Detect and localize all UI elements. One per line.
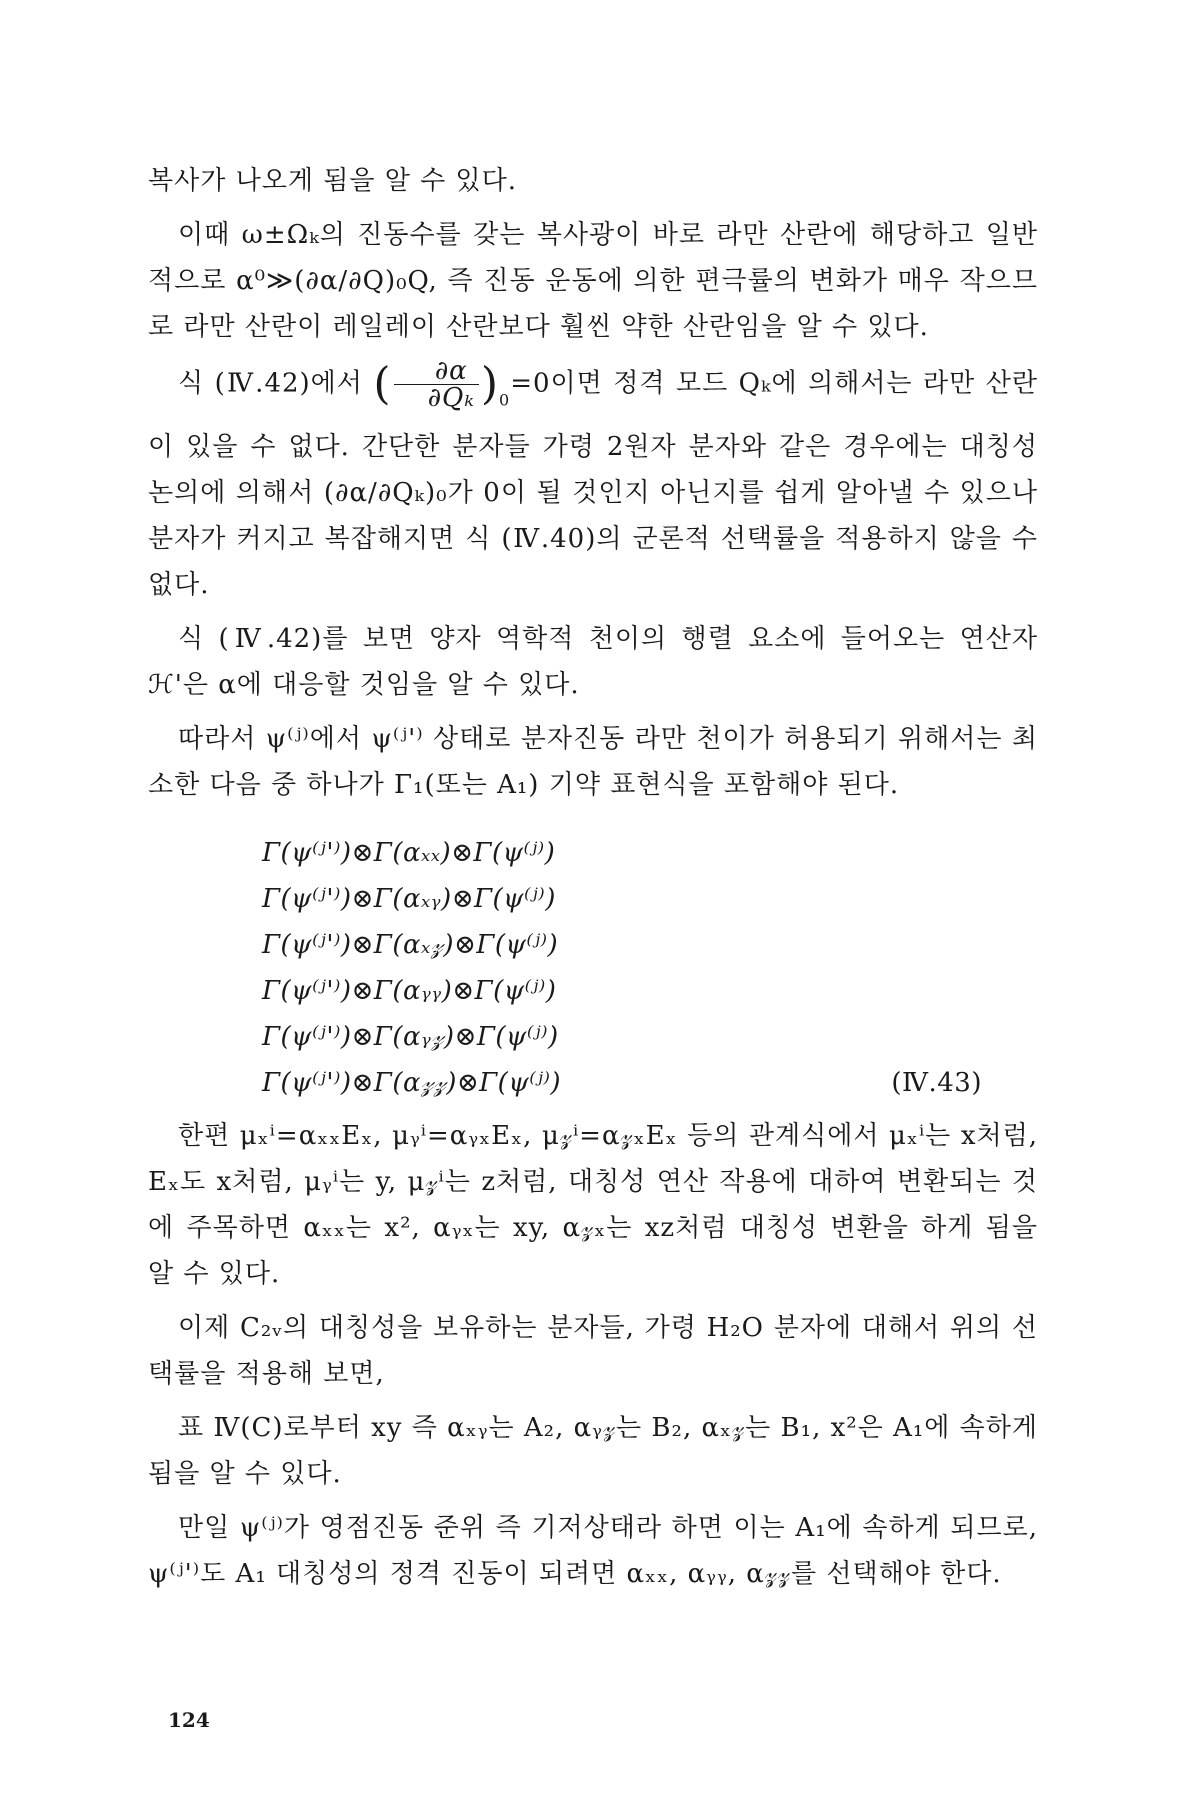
- equation-line: Γ(ψ⁽ʲ'⁾)⊗Γ(αᵧᵧ)⊗Γ(ψ⁽ʲ⁾): [262, 976, 557, 1006]
- partial-derivative-fraction: [394, 358, 479, 411]
- equation-block: [262, 830, 982, 1106]
- paragraph-ground-state: 만일 ψ⁽ʲ⁾가 영점진동 준위 즉 기저상태라 하면 이는 A₁에 속하게 되므로, ψ⁽ʲ'⁾도 A₁ 대칭성의 정격 진동이 되려면 αₓₓ, αᵧᵧ, α𝓏𝓏를 선택해야 한다.: [148, 1513, 1038, 1589]
- para-eq-prefix: 식 (Ⅳ.42)에서: [178, 368, 363, 399]
- para-eq-suffix: =0이면 정격 모드 Qₖ에 의해서는 라만 산란이 있을 수 없다. 간단한 분자들 가령 2원자 분자와 같은 경우에는 대칭성 논의에 의해서 (∂α/∂Qₖ)₀가 0이 될 것인지 아닌지를 쉽게 알아낼 수 있으나 분자가 커지고 복잡해지면 식 (Ⅳ.40)의 군론적 선택률을 적용하지 않을 수 없다.: [148, 368, 1038, 600]
- paragraph-operator: 식 (Ⅳ.42)를 보면 양자 역학적 천이의 행렬 요소에 들어오는 연산자 ℋ'은 α에 대응할 것임을 알 수 있다.: [148, 623, 1038, 700]
- paragraph-table-reference: 표 Ⅳ(C)로부터 xy 즉 αₓᵧ는 A₂, αᵧ𝓏는 B₂, αₓ𝓏는 B₁, x²은 A₁에 속하게 됨을 알 수 있다.: [148, 1413, 1038, 1489]
- equation-line: Γ(ψ⁽ʲ'⁾)⊗Γ(αₓᵧ)⊗Γ(ψ⁽ʲ⁾): [262, 884, 556, 914]
- paragraph-continuation: 복사가 나오게 됨을 알 수 있다.: [148, 166, 517, 196]
- fraction-denominator: ∂Qₖ: [427, 383, 475, 413]
- left-paren: (: [373, 358, 392, 410]
- equation-number: (Ⅳ.43): [891, 1068, 982, 1098]
- equation-line: Γ(ψ⁽ʲ'⁾)⊗Γ(αₓₓ)⊗Γ(ψ⁽ʲ⁾): [262, 838, 556, 868]
- page-number: 124: [168, 1708, 210, 1732]
- text-block-bottom: [148, 1113, 1038, 1605]
- equation-line: Γ(ψ⁽ʲ'⁾)⊗Γ(αᵧ𝓏)⊗Γ(ψ⁽ʲ⁾): [262, 1022, 559, 1052]
- equation-text: Γ(ψ⁽ʲ'⁾)⊗Γ(α𝓏𝓏)⊗Γ(ψ⁽ʲ⁾): [262, 1068, 561, 1098]
- paragraph-raman-intensity: 이때 ω±Ωₖ의 진동수를 갖는 복사광이 바로 라만 산란에 해당하고 일반적으로 α⁰≫(∂α/∂Q)₀Q, 즉 진동 운동에 의한 편극률의 변화가 매우 작으므로 라만 산란이 레일레이 산란보다 훨씬 약한 산란임을 알 수 있다.: [148, 220, 1038, 342]
- paragraph-dipole-relations: 한편 μₓⁱ=αₓₓEₓ, μᵧⁱ=αᵧₓEₓ, μ𝓏ⁱ=α𝓏ₓEₓ 등의 관계식에서 μₓⁱ는 x처럼, Eₓ도 x처럼, μᵧⁱ는 y, μ𝓏ⁱ는 z처럼, 대칭성 연산 작용에 대하여 변환되는 것에 주목하면 αₓₓ는 x², αᵧₓ는 xy, α𝓏ₓ는 xz처럼 대칭성 변환을 하게 됨을 알 수 있다.: [148, 1121, 1038, 1289]
- paragraph-allowed-transition: 따라서 ψ⁽ʲ⁾에서 ψ⁽ʲ'⁾ 상태로 분자진동 라만 천이가 허용되기 위해서는 최소한 다음 중 하나가 Γ₁(또는 A₁) 기약 표현식을 포함해야 된다.: [148, 723, 1038, 800]
- fraction-subscript: 0: [499, 390, 511, 410]
- right-paren: ): [480, 358, 499, 410]
- fraction-numerator: ∂α: [394, 358, 479, 385]
- paragraph-selection-rule: [148, 358, 1038, 608]
- text-block-top: [148, 158, 1038, 816]
- paragraph-c2v-intro: 이제 C₂ᵥ의 대칭성을 보유하는 분자들, 가령 H₂O 분자에 대해서 위의 선택률을 적용해 보면,: [148, 1313, 1038, 1389]
- equation-line: Γ(ψ⁽ʲ'⁾)⊗Γ(αₓ𝓏)⊗Γ(ψ⁽ʲ⁾): [262, 930, 559, 960]
- equation-line-last: [262, 1060, 982, 1106]
